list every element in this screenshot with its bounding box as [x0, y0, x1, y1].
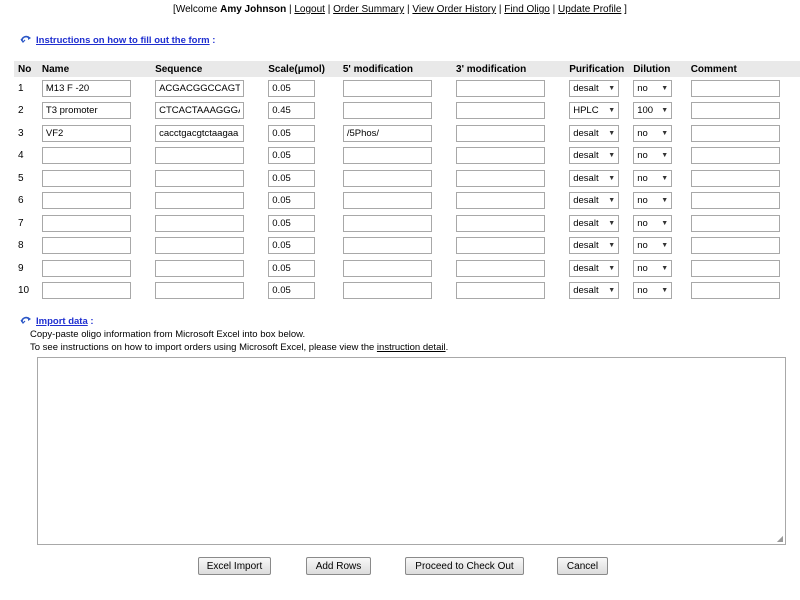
row-number: 7: [18, 217, 24, 229]
scale-cell: [264, 100, 339, 123]
name-input[interactable]: [42, 125, 131, 142]
name-cell: [38, 212, 151, 235]
header-purification: Purification: [565, 61, 629, 77]
dilution-cell: [629, 235, 687, 258]
sequence-input[interactable]: [155, 170, 244, 187]
scale-input[interactable]: [268, 80, 315, 97]
mod3-cell: [452, 167, 565, 190]
scale-input[interactable]: [268, 237, 315, 254]
5-modification-input[interactable]: [343, 80, 432, 97]
row-number: 9: [18, 262, 24, 274]
purification-cell: [565, 167, 629, 190]
chevron-down-icon: ▼: [608, 129, 616, 137]
sequence-cell: [151, 77, 264, 100]
scale-cell: [264, 280, 339, 303]
dilution-cell: [629, 122, 687, 145]
dilution-value: no: [637, 195, 648, 207]
mod3-cell: [452, 212, 565, 235]
dilution-select[interactable]: [633, 147, 672, 164]
logout-link[interactable]: Logout: [294, 4, 325, 15]
scale-input[interactable]: [268, 147, 315, 164]
row-number: 2: [18, 105, 24, 117]
chevron-down-icon: ▼: [608, 152, 616, 160]
purification-value: HPLC: [573, 105, 599, 117]
5-modification-input[interactable]: [343, 260, 432, 277]
dilution-value: no: [637, 217, 648, 229]
name-cell: [38, 280, 151, 303]
scale-input[interactable]: [268, 192, 315, 209]
purification-cell: [565, 145, 629, 168]
sequence-cell: [151, 212, 264, 235]
3-modification-input[interactable]: [456, 282, 545, 299]
row-number: 3: [18, 127, 24, 139]
mod3-cell: [452, 145, 565, 168]
row-number: 8: [18, 240, 24, 252]
3-modification-input[interactable]: [456, 147, 545, 164]
comment-cell: [687, 122, 800, 145]
sequence-cell: [151, 257, 264, 280]
header-scale: Scale(μmol): [264, 61, 339, 77]
3-modification-input[interactable]: [456, 192, 545, 209]
mod5-cell: [339, 167, 452, 190]
chevron-down-icon: ▼: [661, 197, 669, 205]
view-order-history-link[interactable]: View Order History: [412, 4, 497, 15]
mod5-cell: [339, 280, 452, 303]
import-detail-prefix: To see instructions on how to import orders using Microsoft Excel, please view the: [30, 342, 377, 353]
scale-cell: [264, 145, 339, 168]
mod3-cell: [452, 280, 565, 303]
top-navigation: [0, 4, 800, 15]
comment-cell: [687, 212, 800, 235]
dilution-cell: [629, 190, 687, 213]
mod5-cell: [339, 145, 452, 168]
order-summary-link[interactable]: Order Summary: [333, 4, 405, 15]
mod5-cell: [339, 212, 452, 235]
5-modification-input[interactable]: [343, 147, 432, 164]
purification-value: desalt: [573, 127, 599, 139]
table-row: [14, 257, 800, 280]
mod3-cell: [452, 190, 565, 213]
name-input[interactable]: [42, 192, 131, 209]
dilution-select[interactable]: [633, 170, 672, 187]
row-number: 10: [18, 285, 30, 297]
table-row: [14, 167, 800, 190]
purification-select[interactable]: [569, 260, 619, 277]
instructions-link[interactable]: Instructions on how to fill out the form: [36, 35, 210, 46]
update-profile-link[interactable]: Update Profile: [558, 4, 622, 15]
name-cell: [38, 190, 151, 213]
comment-cell: [687, 257, 800, 280]
comment-cell: [687, 145, 800, 168]
refresh-icon: [20, 316, 32, 326]
row-number: 4: [18, 150, 24, 162]
name-cell: [38, 100, 151, 123]
chevron-down-icon: ▼: [661, 107, 669, 115]
purification-value: desalt: [573, 195, 599, 207]
scale-cell: [264, 190, 339, 213]
comment-cell: [687, 77, 800, 100]
purification-value: desalt: [573, 172, 599, 184]
import-instructions-text: Copy-paste oligo information from Microsoft Excel into box below.: [30, 329, 306, 340]
refresh-icon: [20, 35, 32, 45]
mod5-cell: [339, 100, 452, 123]
sequence-input[interactable]: [155, 80, 244, 97]
name-input[interactable]: [42, 282, 131, 299]
scale-cell: [264, 167, 339, 190]
purification-value: desalt: [573, 217, 599, 229]
comment-input[interactable]: [691, 215, 780, 232]
row-number: 5: [18, 172, 24, 184]
purification-value: desalt: [573, 240, 599, 252]
dilution-select[interactable]: [633, 192, 672, 209]
mod3-cell: [452, 77, 565, 100]
purification-select[interactable]: [569, 102, 619, 119]
purification-value: desalt: [573, 82, 599, 94]
comment-input[interactable]: [691, 147, 780, 164]
5-modification-input[interactable]: [343, 282, 432, 299]
chevron-down-icon: ▼: [608, 197, 616, 205]
chevron-down-icon: ▼: [661, 84, 669, 92]
5-modification-input[interactable]: [343, 215, 432, 232]
header-comment: Comment: [687, 61, 800, 77]
mod5-cell: [339, 77, 452, 100]
dilution-select[interactable]: [633, 237, 672, 254]
dilution-select[interactable]: [633, 260, 672, 277]
sequence-input[interactable]: [155, 215, 244, 232]
purification-cell: [565, 100, 629, 123]
purification-cell: [565, 212, 629, 235]
3-modification-input[interactable]: [456, 237, 545, 254]
dilution-value: no: [637, 262, 648, 274]
purification-cell: [565, 257, 629, 280]
dilution-cell: [629, 77, 687, 100]
sequence-cell: [151, 122, 264, 145]
nav-separator: |: [496, 4, 505, 15]
sequence-input[interactable]: [155, 125, 244, 142]
3-modification-input[interactable]: [456, 260, 545, 277]
dilution-select[interactable]: [633, 215, 672, 232]
purification-select[interactable]: [569, 80, 619, 97]
dilution-select[interactable]: [633, 102, 672, 119]
table-row: [14, 100, 800, 123]
5-modification-input[interactable]: [343, 237, 432, 254]
dilution-value: no: [637, 127, 648, 139]
comment-cell: [687, 280, 800, 303]
dilution-value: 100: [637, 105, 654, 117]
purification-select[interactable]: [569, 147, 619, 164]
3-modification-input[interactable]: [456, 80, 545, 97]
dilution-cell: [629, 280, 687, 303]
dilution-select[interactable]: [633, 282, 672, 299]
import-detail-text: [30, 342, 448, 353]
name-input[interactable]: [42, 260, 131, 277]
name-cell: [38, 257, 151, 280]
chevron-down-icon: ▼: [608, 174, 616, 182]
purification-select[interactable]: [569, 192, 619, 209]
5-modification-input[interactable]: [343, 170, 432, 187]
table-row: [14, 190, 800, 213]
purification-value: desalt: [573, 285, 599, 297]
instructions-row: [20, 35, 215, 46]
3-modification-input[interactable]: [456, 102, 545, 119]
3-modification-input[interactable]: [456, 215, 545, 232]
add-rows-button[interactable]: Add Rows: [306, 557, 371, 575]
purification-select[interactable]: [569, 125, 619, 142]
dilution-cell: [629, 257, 687, 280]
sequence-cell: [151, 100, 264, 123]
sequence-cell: [151, 190, 264, 213]
chevron-down-icon: ▼: [608, 242, 616, 250]
nav-separator: |: [549, 4, 559, 15]
5-modification-input[interactable]: [343, 102, 432, 119]
name-input[interactable]: [42, 147, 131, 164]
chevron-down-icon: ▼: [608, 287, 616, 295]
table-row: [14, 212, 800, 235]
paste-data-textarea[interactable]: [37, 357, 786, 545]
mod3-cell: [452, 100, 565, 123]
instruction-detail-link[interactable]: instruction detail: [376, 342, 446, 353]
user-name: Amy Johnson: [220, 4, 287, 15]
comment-cell: [687, 167, 800, 190]
5-modification-input[interactable]: [343, 192, 432, 209]
mod3-cell: [452, 257, 565, 280]
scale-input[interactable]: [268, 215, 315, 232]
sequence-input[interactable]: [155, 282, 244, 299]
name-cell: [38, 77, 151, 100]
row-number: 1: [18, 82, 24, 94]
purification-cell: [565, 235, 629, 258]
scale-input[interactable]: [268, 125, 315, 142]
sequence-cell: [151, 145, 264, 168]
name-cell: [38, 145, 151, 168]
chevron-down-icon: ▼: [661, 287, 669, 295]
purification-value: desalt: [573, 262, 599, 274]
nav-separator: |: [286, 4, 295, 15]
table-row: [14, 235, 800, 258]
name-cell: [38, 167, 151, 190]
excel-import-button[interactable]: Excel Import: [198, 557, 271, 575]
dilution-cell: [629, 212, 687, 235]
nav-separator: |: [404, 4, 413, 15]
bracket-open: [: [173, 4, 176, 15]
scale-cell: [264, 235, 339, 258]
chevron-down-icon: ▼: [661, 264, 669, 272]
name-input[interactable]: [42, 102, 131, 119]
comment-input[interactable]: [691, 125, 780, 142]
import-data-link[interactable]: Import data: [36, 316, 88, 327]
sequence-input[interactable]: [155, 147, 244, 164]
dilution-value: no: [637, 82, 648, 94]
name-input[interactable]: [42, 80, 131, 97]
instructions-colon: :: [209, 35, 216, 46]
scale-cell: [264, 122, 339, 145]
chevron-down-icon: ▼: [608, 84, 616, 92]
comment-input[interactable]: [691, 282, 780, 299]
header-dilution: Dilution: [629, 61, 687, 77]
purification-select[interactable]: [569, 215, 619, 232]
bracket-close: ]: [621, 4, 627, 15]
name-cell: [38, 122, 151, 145]
header-no: No: [14, 61, 38, 77]
sequence-cell: [151, 235, 264, 258]
scale-cell: [264, 77, 339, 100]
dilution-select[interactable]: [633, 125, 672, 142]
comment-input[interactable]: [691, 237, 780, 254]
chevron-down-icon: ▼: [661, 129, 669, 137]
3-modification-input[interactable]: [456, 125, 545, 142]
comment-input[interactable]: [691, 170, 780, 187]
mod5-cell: [339, 235, 452, 258]
dilution-cell: [629, 167, 687, 190]
name-input[interactable]: [42, 237, 131, 254]
import-detail-suffix: .: [445, 342, 449, 353]
comment-cell: [687, 190, 800, 213]
oligo-order-table: [14, 61, 800, 302]
scale-input[interactable]: [268, 102, 315, 119]
chevron-down-icon: ▼: [661, 174, 669, 182]
nav-separator: |: [324, 4, 334, 15]
sequence-input[interactable]: [155, 192, 244, 209]
comment-input[interactable]: [691, 80, 780, 97]
chevron-down-icon: ▼: [608, 219, 616, 227]
sequence-cell: [151, 167, 264, 190]
mod5-cell: [339, 122, 452, 145]
3-modification-input[interactable]: [456, 170, 545, 187]
comment-cell: [687, 235, 800, 258]
header-name: Name: [38, 61, 151, 77]
chevron-down-icon: ▼: [661, 242, 669, 250]
purification-value: desalt: [573, 150, 599, 162]
5-modification-input[interactable]: [343, 125, 432, 142]
sequence-input[interactable]: [155, 102, 244, 119]
mod3-cell: [452, 122, 565, 145]
comment-input[interactable]: [691, 260, 780, 277]
resize-grip-icon[interactable]: ◢: [776, 534, 783, 543]
table-row: [14, 280, 800, 303]
purification-cell: [565, 280, 629, 303]
mod5-cell: [339, 257, 452, 280]
chevron-down-icon: ▼: [608, 107, 616, 115]
welcome-text: Welcome: [175, 4, 221, 15]
table-header-row: [14, 61, 800, 77]
import-data-row: [20, 316, 94, 327]
header-sequence: Sequence: [151, 61, 264, 77]
scale-input[interactable]: [268, 260, 315, 277]
dilution-cell: [629, 100, 687, 123]
purification-select[interactable]: [569, 237, 619, 254]
sequence-input[interactable]: [155, 260, 244, 277]
name-cell: [38, 235, 151, 258]
table-row: [14, 122, 800, 145]
purification-select[interactable]: [569, 282, 619, 299]
header-5-modification: 5' modification: [339, 61, 452, 77]
dilution-cell: [629, 145, 687, 168]
purification-cell: [565, 190, 629, 213]
import-colon: :: [87, 316, 94, 327]
chevron-down-icon: ▼: [661, 152, 669, 160]
purification-cell: [565, 77, 629, 100]
sequence-cell: [151, 280, 264, 303]
comment-input[interactable]: [691, 102, 780, 119]
chevron-down-icon: ▼: [608, 264, 616, 272]
row-number: 6: [18, 195, 24, 207]
purification-select[interactable]: [569, 170, 619, 187]
dilution-value: no: [637, 150, 648, 162]
proceed-to-checkout-button[interactable]: Proceed to Check Out: [405, 557, 524, 575]
comment-cell: [687, 100, 800, 123]
cancel-button[interactable]: Cancel: [557, 557, 608, 575]
name-input[interactable]: [42, 170, 131, 187]
dilution-select[interactable]: [633, 80, 672, 97]
header-3-modification: 3' modification: [452, 61, 565, 77]
dilution-value: no: [637, 285, 648, 297]
dilution-value: no: [637, 240, 648, 252]
table-row: [14, 145, 800, 168]
table-row: [14, 77, 800, 100]
name-input[interactable]: [42, 215, 131, 232]
scale-cell: [264, 257, 339, 280]
sequence-input[interactable]: [155, 237, 244, 254]
scale-input[interactable]: [268, 282, 315, 299]
mod3-cell: [452, 235, 565, 258]
comment-input[interactable]: [691, 192, 780, 209]
find-oligo-link[interactable]: Find Oligo: [504, 4, 550, 15]
purification-cell: [565, 122, 629, 145]
chevron-down-icon: ▼: [661, 219, 669, 227]
dilution-value: no: [637, 172, 648, 184]
scale-cell: [264, 212, 339, 235]
mod5-cell: [339, 190, 452, 213]
scale-input[interactable]: [268, 170, 315, 187]
